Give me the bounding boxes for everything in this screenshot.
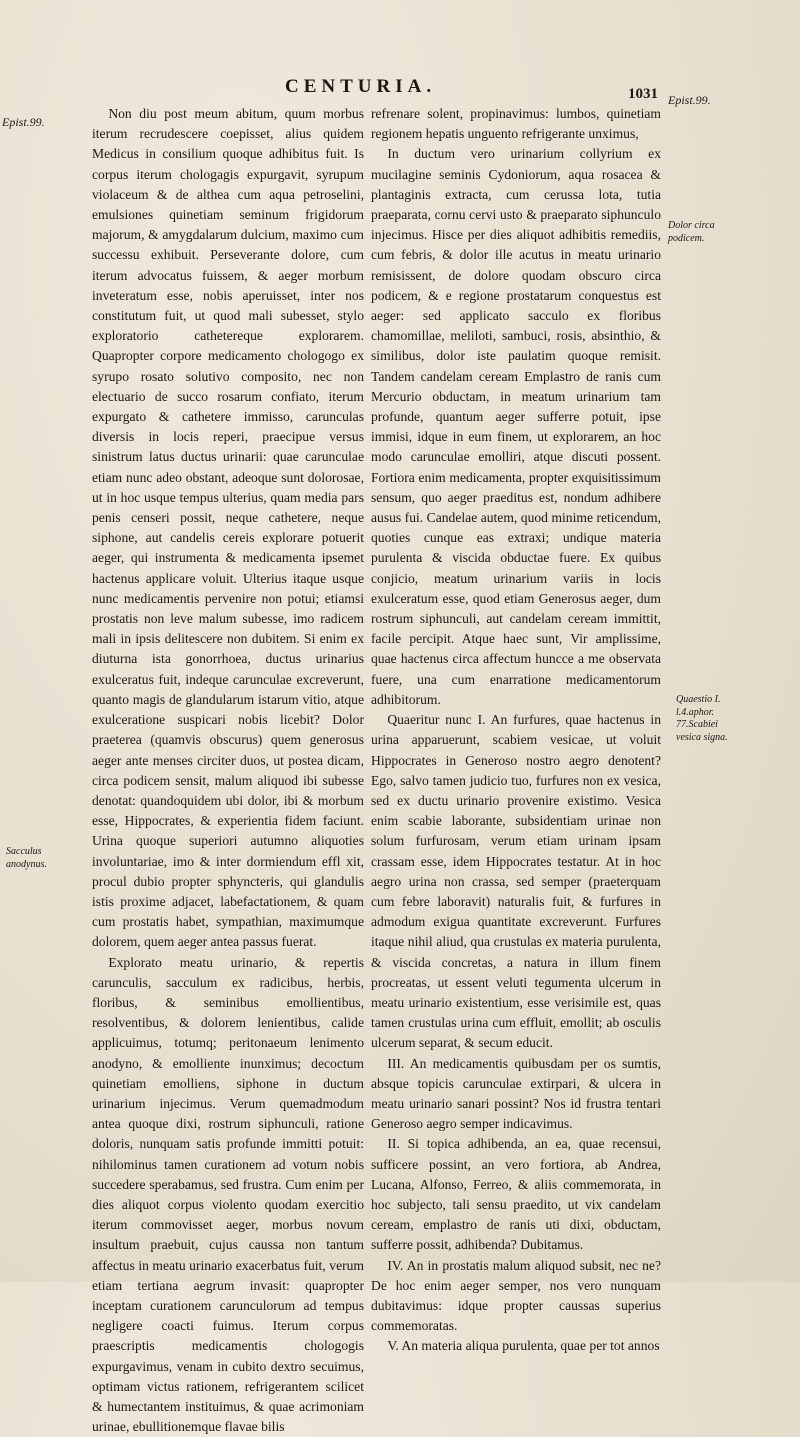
paragraph: III. An medicamentis quibusdam per os sumtis, absque topicis carunculae extirpari, & ulcera in meatu urinario sanari possint? Nos id frustra tentari Generoso aegro semper indicavimus. — [371, 1055, 661, 1132]
margin-note-quaestio: Quaestio I. l.4.aphor. 77.Scabiei vesica signa. — [676, 694, 728, 743]
paragraph: In ductum vero urinarium collyrium ex mucilagine seminis Cydoniorum, aqua rosacea & plantaginis extracta, cum cerussa lota, tutia praeparata, cornu cervi usto & praeparato siphunculo injecimus. Hisce per dies aliquot adhibitis remediis, cum febris, & dolor ille acutus in meatu urinario remisissent, de dolore quodam obscuro circa podicem, & e regione prostatarum conquestus est aeger: sed applicato sacculo ex floribus chamomillae, meliloti, sambuci, rosis, absinthio, & similibus, dolor iste paulatim quoque remisit. Tandem candelam ceream Emplastro de ranis cum Mercurio obductam, in meatum urinarium tam profunde, quantum aeger sufferre potuit, ipse immisi, idque in eum finem, ut explorarem, an hoc modo carunculae emolliri, atque discuti possent. Fortiora enim medicamenta, propter exquisitissimum sensum, quo aeger praeditus est, nondum adhibere ausus fui. Candelae autem, quod minime reticendum, quoties cunque eas extraxi; undique materia purulenta & viscida obductae fuere. Ex quibus conjicio, meatum urinarium variis in locis exulceratum esse, quod etiam Generosus aeger, dum rostrum siphunculi, aut candelam ceream immittit, facile percipit. Atque haec sunt, Vir amplissime, quae hactenus circa affectum huncce a me observata fuere, una cum enarratione medicamentorum adhibitorum. — [371, 146, 661, 707]
right-column — [371, 104, 661, 1357]
paragraph: II. Si topica adhibenda, an ea, quae recensui, sufficere possint, an vero fortiora, ab Andrea, Lucana, Alfonso, Ferreo, & aliis commemorata, in hoc subjecto, tali sensu praedito, ut vix candelam ceream, emplastro de ranis uti dixi, obductam, sufferre possit, adhibenda? Dubitamus. — [371, 1136, 661, 1253]
paragraph: IV. An in prostatis malum aliquod subsit, nec ne? De hoc enim aeger semper, nos vero nunquam dubitavimus: idque propter caussas superius commemoratas. — [371, 1257, 661, 1334]
paragraph: Explorato meatu urinario, & repertis carunculis, sacculum ex radicibus, herbis, floribus, & seminibus emollientibus, resolventibus, & dolorem lenientibus, calide applicuimus, totumq; peritonaeum lenimento anodyno, & emolliente inunximus; decoctum quinetiam emolliens, siphone in ductum urinarium injecimus. Verum quemadmodum antea quoque dixi, rostrum siphunculi, ratione doloris, nunquam satis profunde immitti potuit: nihilominus tamen curationem ad votum nobis succedere sperabamus, sed frustra. Cum enim per dies aliquot corpus violento quodam exercitio iterum commovisset aeger, morbus novum insultum praebuit, cujus caussa non tantum affectus in meatu urinario exacerbatus fuit, verum etiam tertiana aegrum invasit: quapropter inceptam curationem carunculorum ad tempus negligere coacti fuimus. Iterum corpus praescriptis medicamentis chologogis expurgavimus, venam in cubito dextro secuimus, optimam victus rationem, refrigerantem scilicet & humectantem instituimus, & quae acrimoniam urinae, ebullitionemque flavae bilis — [92, 954, 364, 1435]
left-column — [92, 104, 364, 1437]
margin-note-sacculus: Sacculus anodynus. — [6, 846, 47, 870]
paragraph: V. An materia aliqua purulenta, quae per tot annos — [387, 1338, 660, 1354]
paragraph: refrenare solent, propinavimus: lumbos, quinetiam regionem hepatis unguento refrigerante unximus, — [371, 106, 661, 142]
running-title: CENTURIA. — [285, 76, 437, 97]
page-number: 1031 — [628, 86, 658, 102]
margin-note-epist-left: Epist.99. — [2, 115, 45, 129]
paragraph: Quaeritur nunc I. An furfures, quae hactenus in urina apparuerunt, scabiem vesicae, ut voluit Hippocrates in Generoso nostro aegro denotent? Ego, salvo tamen judicio tuo, furfures non ex vesica, sed ex ductu urinario provenire existimo. Vesica enim scabie laborante, subsidentiam urinae non solum furfurosam, verum etiam urinam ipsam crassam esse, idem Hippocrates testatur. At in hoc aegro urina non crassa, sed semper (praeterquam cum febre laboravit) naturalis fuit, & furfures in admodum exigua quantitate excreverunt. Furfures itaque nihil aliud, qua crustulas ex materia purulenta, & viscida concretas, a natura in illum finem procreatas, ut essent veluti tegumenta ulcerum in meatu urinario existentium, esse verisimile est, quas tamen crustulas urina cum effluit, emollit; ab osculis ulcerum separat, & secum educit. — [371, 712, 661, 1051]
margin-note-dolor: Dolor circa podicem. — [668, 220, 715, 244]
margin-note-epist-right: Epist.99. — [668, 93, 711, 107]
paragraph: Non diu post meum abitum, quum morbus iterum recrudescere coepisset, alius quidem Medicus in consilium quoque adhibitus fuit. Is corpus iterum chologagis expurgavit, syrupum violaceum & de althea cum aqua petroselini, emulsiones quinetiam seminum frigidorum majorum, & amygdalarum dulcium, maximo cum successu exhibuit. Perseverante dolore, cum iterum advocatus fuissem, & aeger morbum inveteratum esse, nobis aperuisset, inter nos constitutum fuit, ut quod mali subesset, stylo exploratorio cathetereque explorarem. Quapropter corpore medicamento chologogo ex syrupo rosato solutivo composito, nec non electuario de succo rosarum confiato, iterum expurgato & cathetere immisso, carunculas diversis in locis reperi, praecipue versus sinistrum latus ductus urinarii: quae carunculae etiam nunc adeo obstant, adeoque sunt dolorosae, ut in hoc usque tempus ulterius, quam media pars penis censeri possit, neque cathetere, neque siphone, aut candelis cereis explorare potuerit aeger, qui instrumenta & medicamenta ipsemet hactenus applicare voluit. Ulterius itaque usque nunc medicamentis pervenire non potui; etiamsi prostatis non leve malum subesse, imo radicem mali in ipsis delitescere non dubitem. Si enim ex diuturna ista gonorrhoea, ductus urinarius exulceratus fuit, indeque carunculae excreverunt, quanto magis de glandularum istarum vitio, atque exulceratione suspicari nobis licebit? Dolor praeterea (quamvis obscurus) quem generosus aeger ante menses circiter duos, ut postea dicam, circa podicem sensit, malum aliquod ibi subesse denotat: quandoquidem ubi dolor, ibi & morbum esse, Hippocrates, & experientia fidem faciunt. Urina quoque superiori autumno aliquoties involuntariae, imo & inter dormiendum effl xit, procul dubio propter sphyncteris, qui glandulis istis proxime adjacet, labefactationem, & quam cum prostatis habet, sympathian, maximumque dolorem, quem aeger antea passus fuerat. — [92, 106, 364, 950]
